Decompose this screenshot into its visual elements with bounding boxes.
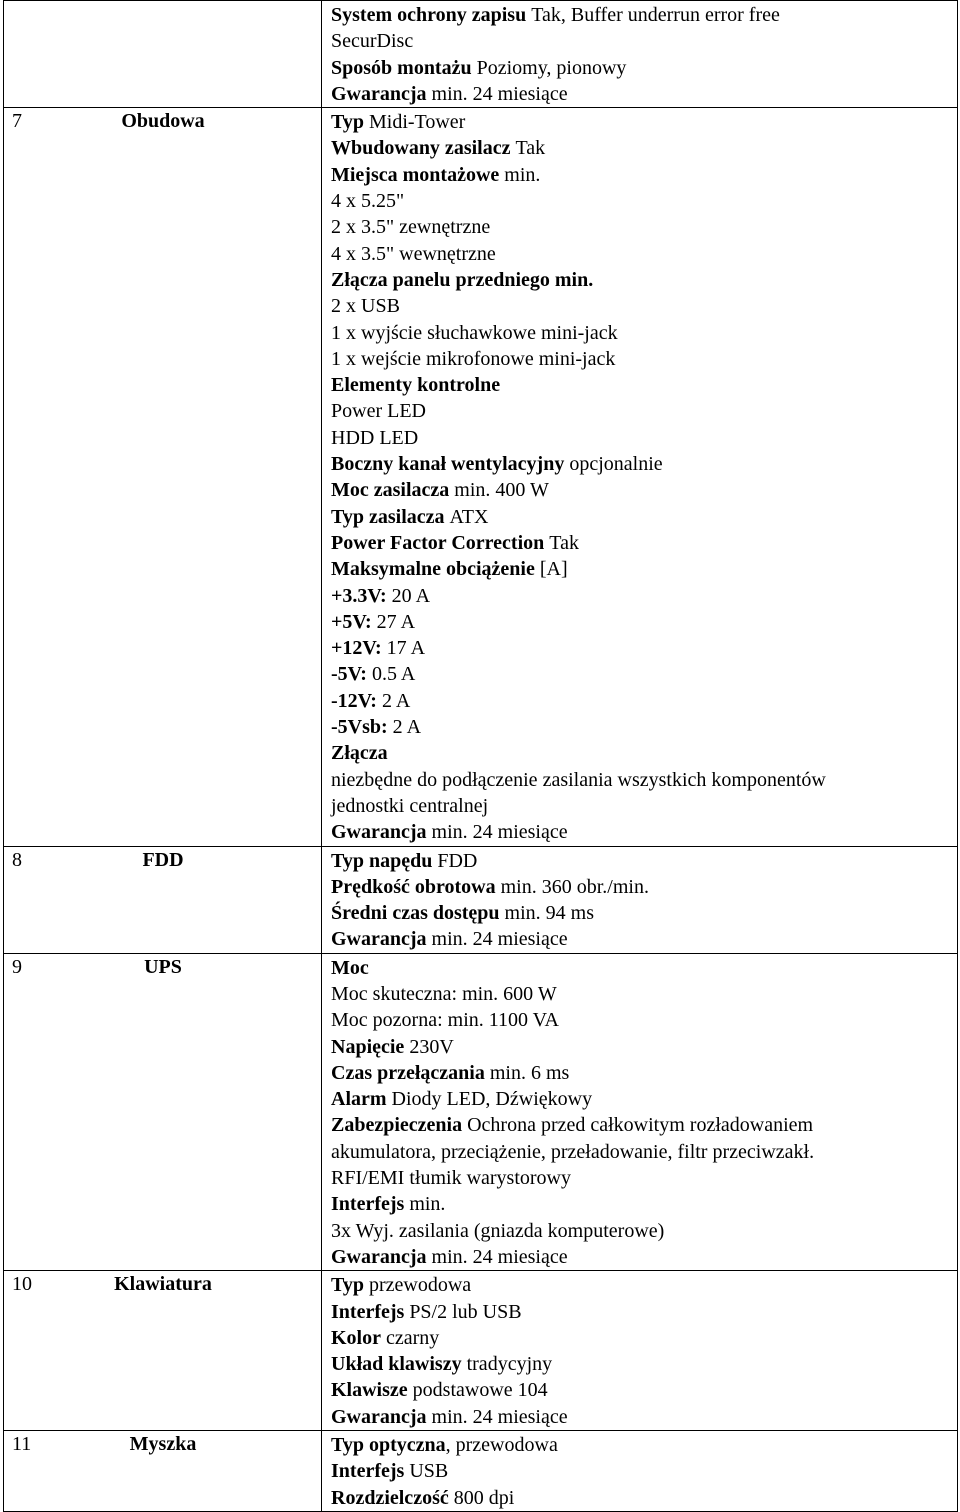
spec-line xyxy=(331,1485,957,1511)
item-cell xyxy=(4,953,322,1271)
spec-value: min. 94 ms xyxy=(504,902,594,925)
spec-label: +5V: xyxy=(331,610,372,633)
spec-value: , przewodowa xyxy=(445,1434,558,1457)
spec-line xyxy=(331,1404,957,1430)
spec-value: 800 dpi xyxy=(453,1486,515,1509)
spec-label: Gwarancja xyxy=(331,1405,427,1428)
spec-line xyxy=(331,740,957,766)
spec-lines xyxy=(322,1271,957,1430)
spec-value: min. 24 miesiące xyxy=(431,1245,568,1268)
spec-value: tradycyjny xyxy=(466,1353,553,1376)
spec-line xyxy=(331,635,957,661)
spec-line xyxy=(331,661,957,687)
item-number: 10 xyxy=(12,1273,32,1296)
spec-line xyxy=(331,1299,957,1325)
spec-line xyxy=(331,1060,957,1086)
spec-label: Typ zasilacza xyxy=(331,505,445,528)
spec-line xyxy=(331,398,957,424)
spec-label: Złącza panelu przedniego min. xyxy=(331,268,594,291)
spec-value: 4 x 3.5" wewnętrzne xyxy=(331,242,496,265)
spec-line xyxy=(331,793,957,819)
spec-cell xyxy=(322,953,958,1271)
spec-value: czarny xyxy=(386,1326,440,1349)
spec-label: Klawisze xyxy=(331,1379,408,1402)
spec-label: Średni czas dostępu xyxy=(331,902,500,925)
spec-label: Moc xyxy=(331,956,369,979)
spec-value: HDD LED xyxy=(331,426,419,449)
spec-label: Kolor xyxy=(331,1326,381,1349)
spec-line xyxy=(331,981,957,1007)
spec-label: Napięcie xyxy=(331,1035,405,1058)
spec-label: Typ napędu xyxy=(331,849,433,872)
spec-value: podstawowe 104 xyxy=(412,1379,548,1402)
item-cell xyxy=(4,1431,322,1512)
spec-label: Rozdzielczość xyxy=(331,1486,449,1509)
spec-line xyxy=(331,688,957,714)
spec-value: min. xyxy=(409,1193,446,1216)
spec-value: min. 24 miesiące xyxy=(431,821,568,844)
table-row xyxy=(4,1271,958,1431)
spec-lines xyxy=(322,1,957,107)
item-cell xyxy=(4,846,322,953)
spec-label: Gwarancja xyxy=(331,928,427,951)
spec-value: 2 x USB xyxy=(331,295,400,318)
spec-value: FDD xyxy=(437,849,478,872)
spec-line xyxy=(331,1377,957,1403)
spec-value: 1 x wyjście słuchawkowe mini-jack xyxy=(331,321,618,344)
spec-value: przewodowa xyxy=(368,1274,472,1297)
item-number: 11 xyxy=(12,1433,32,1456)
spec-value: Ochrona przed całkowitym rozładowaniem xyxy=(467,1114,814,1137)
spec-value: jednostki centralnej xyxy=(331,794,489,817)
spec-line xyxy=(331,1244,957,1270)
spec-cell xyxy=(322,846,958,953)
spec-line xyxy=(331,1325,957,1351)
spec-line xyxy=(331,583,957,609)
spec-value: 17 A xyxy=(386,637,426,660)
spec-value: 2 x 3.5" zewnętrzne xyxy=(331,216,491,239)
spec-line xyxy=(331,162,957,188)
spec-line xyxy=(331,1191,957,1217)
spec-line xyxy=(331,874,957,900)
spec-line xyxy=(331,504,957,530)
spec-label: Złącza xyxy=(331,742,388,765)
spec-line xyxy=(331,767,957,793)
spec-line xyxy=(331,1086,957,1112)
spec-value: Diody LED, Dźwiękowy xyxy=(391,1088,593,1111)
spec-cell xyxy=(322,1271,958,1431)
item-category: Obudowa xyxy=(121,110,205,133)
item-number: 9 xyxy=(12,955,22,978)
spec-label: Gwarancja xyxy=(331,1245,427,1268)
spec-line xyxy=(331,451,957,477)
spec-line xyxy=(331,819,957,845)
spec-label: Typ xyxy=(331,1274,364,1297)
spec-line xyxy=(331,1432,957,1458)
spec-line xyxy=(331,556,957,582)
spec-line xyxy=(331,1034,957,1060)
spec-label: Sposób montażu xyxy=(331,56,472,79)
spec-label: Maksymalne obciążenie xyxy=(331,558,535,581)
spec-line xyxy=(331,1351,957,1377)
spec-label: -5V: xyxy=(331,663,367,686)
spec-table xyxy=(3,0,958,1512)
spec-line xyxy=(331,900,957,926)
spec-label: -5Vsb: xyxy=(331,716,388,739)
spec-line xyxy=(331,609,957,635)
spec-value: 3x Wyj. zasilania (gniazda komputerowe) xyxy=(331,1219,665,1242)
spec-value: [A] xyxy=(539,558,568,581)
spec-line xyxy=(331,1007,957,1033)
spec-label: Gwarancja xyxy=(331,82,427,105)
spec-value: Tak xyxy=(515,137,546,160)
spec-line xyxy=(331,848,957,874)
item-cell xyxy=(4,108,322,846)
spec-value: 20 A xyxy=(391,584,431,607)
spec-label: Prędkość obrotowa xyxy=(331,875,496,898)
spec-value: 2 A xyxy=(381,689,411,712)
spec-line xyxy=(331,55,957,81)
spec-line xyxy=(331,214,957,240)
spec-label: Alarm xyxy=(331,1088,387,1111)
spec-value: 27 A xyxy=(376,610,416,633)
spec-line xyxy=(331,320,957,346)
spec-value: min. 6 ms xyxy=(489,1061,570,1084)
spec-label: Interfejs xyxy=(331,1193,405,1216)
spec-lines xyxy=(322,1431,957,1511)
spec-line xyxy=(331,530,957,556)
spec-value: 0.5 A xyxy=(371,663,416,686)
spec-value: Tak xyxy=(549,531,579,554)
spec-value: min. 400 W xyxy=(454,479,549,502)
spec-line xyxy=(331,1112,957,1138)
spec-label: Interfejs xyxy=(331,1460,405,1483)
spec-value: ATX xyxy=(449,505,489,528)
spec-line xyxy=(331,188,957,214)
spec-label: Układ klawiszy xyxy=(331,1353,462,1376)
item-cell xyxy=(4,1,322,108)
spec-label: Elementy kontrolne xyxy=(331,374,501,397)
spec-line xyxy=(331,955,957,981)
spec-value: opcjonalnie xyxy=(569,453,663,476)
spec-line xyxy=(331,81,957,107)
spec-value: min. 24 miesiące xyxy=(431,82,568,105)
spec-value: Power LED xyxy=(331,400,426,423)
spec-line xyxy=(331,293,957,319)
spec-lines xyxy=(322,847,957,953)
spec-line xyxy=(331,714,957,740)
spec-label: +3.3V: xyxy=(331,584,387,607)
spec-line xyxy=(331,1272,957,1298)
spec-label: Zabezpieczenia xyxy=(331,1114,463,1137)
item-number: 8 xyxy=(12,848,22,871)
spec-line xyxy=(331,1458,957,1484)
spec-value: min. 24 miesiące xyxy=(431,928,568,951)
spec-line xyxy=(331,241,957,267)
item-category: Klawiatura xyxy=(114,1273,212,1296)
item-category: FDD xyxy=(142,848,184,871)
spec-value: Moc pozorna: min. 1100 VA xyxy=(331,1009,559,1032)
spec-value: 1 x wejście mikrofonowe mini-jack xyxy=(331,347,616,370)
table-row xyxy=(4,953,958,1271)
spec-cell xyxy=(322,1431,958,1512)
spec-label: Typ xyxy=(331,111,364,134)
spec-label: Power Factor Correction xyxy=(331,531,545,554)
spec-line xyxy=(331,2,957,28)
spec-value: Tak, Buffer underrun error free xyxy=(531,4,780,26)
spec-label: Miejsca montażowe xyxy=(331,163,500,186)
spec-value: min. 24 miesiące xyxy=(431,1405,568,1428)
spec-label: Boczny kanał wentylacyjny xyxy=(331,453,565,476)
spec-label: System ochrony zapisu xyxy=(331,4,527,26)
spec-value: Midi-Tower xyxy=(368,111,466,134)
spec-line xyxy=(331,425,957,451)
table-row xyxy=(4,1431,958,1512)
spec-lines xyxy=(322,108,957,845)
spec-value: PS/2 lub USB xyxy=(409,1300,522,1323)
table-row xyxy=(4,108,958,846)
spec-value: 230V xyxy=(409,1035,454,1058)
spec-line xyxy=(331,1165,957,1191)
item-category: UPS xyxy=(144,955,182,978)
spec-value: 2 A xyxy=(392,716,422,739)
item-category: Myszka xyxy=(129,1433,197,1456)
item-number: 7 xyxy=(12,110,22,133)
spec-line xyxy=(331,28,957,54)
item-cell xyxy=(4,1271,322,1431)
spec-value: min. 360 obr./min. xyxy=(500,875,649,898)
spec-line xyxy=(331,267,957,293)
spec-label: +12V: xyxy=(331,637,382,660)
spec-value: RFI/EMI tłumik warystorowy xyxy=(331,1167,571,1190)
spec-label: Gwarancja xyxy=(331,821,427,844)
spec-label: -12V: xyxy=(331,689,377,712)
spec-cell xyxy=(322,108,958,846)
spec-label: Czas przełączania xyxy=(331,1061,485,1084)
spec-line xyxy=(331,477,957,503)
spec-label: Moc zasilacza xyxy=(331,479,450,502)
spec-table-body xyxy=(4,1,958,1512)
spec-value: min. xyxy=(504,163,541,186)
spec-value: Moc skuteczna: min. 600 W xyxy=(331,982,557,1005)
spec-value: niezbędne do podłączenie zasilania wszystkich komponentów xyxy=(331,768,826,791)
spec-label: Typ optyczna xyxy=(331,1434,446,1457)
spec-line xyxy=(331,109,957,135)
spec-value: USB xyxy=(409,1460,449,1483)
spec-value: SecurDisc xyxy=(331,30,414,53)
spec-lines xyxy=(322,954,957,1271)
spec-cell xyxy=(322,1,958,108)
spec-line xyxy=(331,372,957,398)
spec-line xyxy=(331,1139,957,1165)
spec-label: Interfejs xyxy=(331,1300,405,1323)
table-row xyxy=(4,1,958,108)
spec-value: 4 x 5.25" xyxy=(331,190,405,213)
table-row xyxy=(4,846,958,953)
spec-value: Poziomy, pionowy xyxy=(476,56,627,79)
spec-line xyxy=(331,346,957,372)
spec-line xyxy=(331,1218,957,1244)
spec-value: akumulatora, przeciążenie, przeładowanie, filtr przeciwzakł. xyxy=(331,1140,815,1163)
spec-label: Wbudowany zasilacz xyxy=(331,137,511,160)
spec-line xyxy=(331,135,957,161)
spec-line xyxy=(331,926,957,952)
